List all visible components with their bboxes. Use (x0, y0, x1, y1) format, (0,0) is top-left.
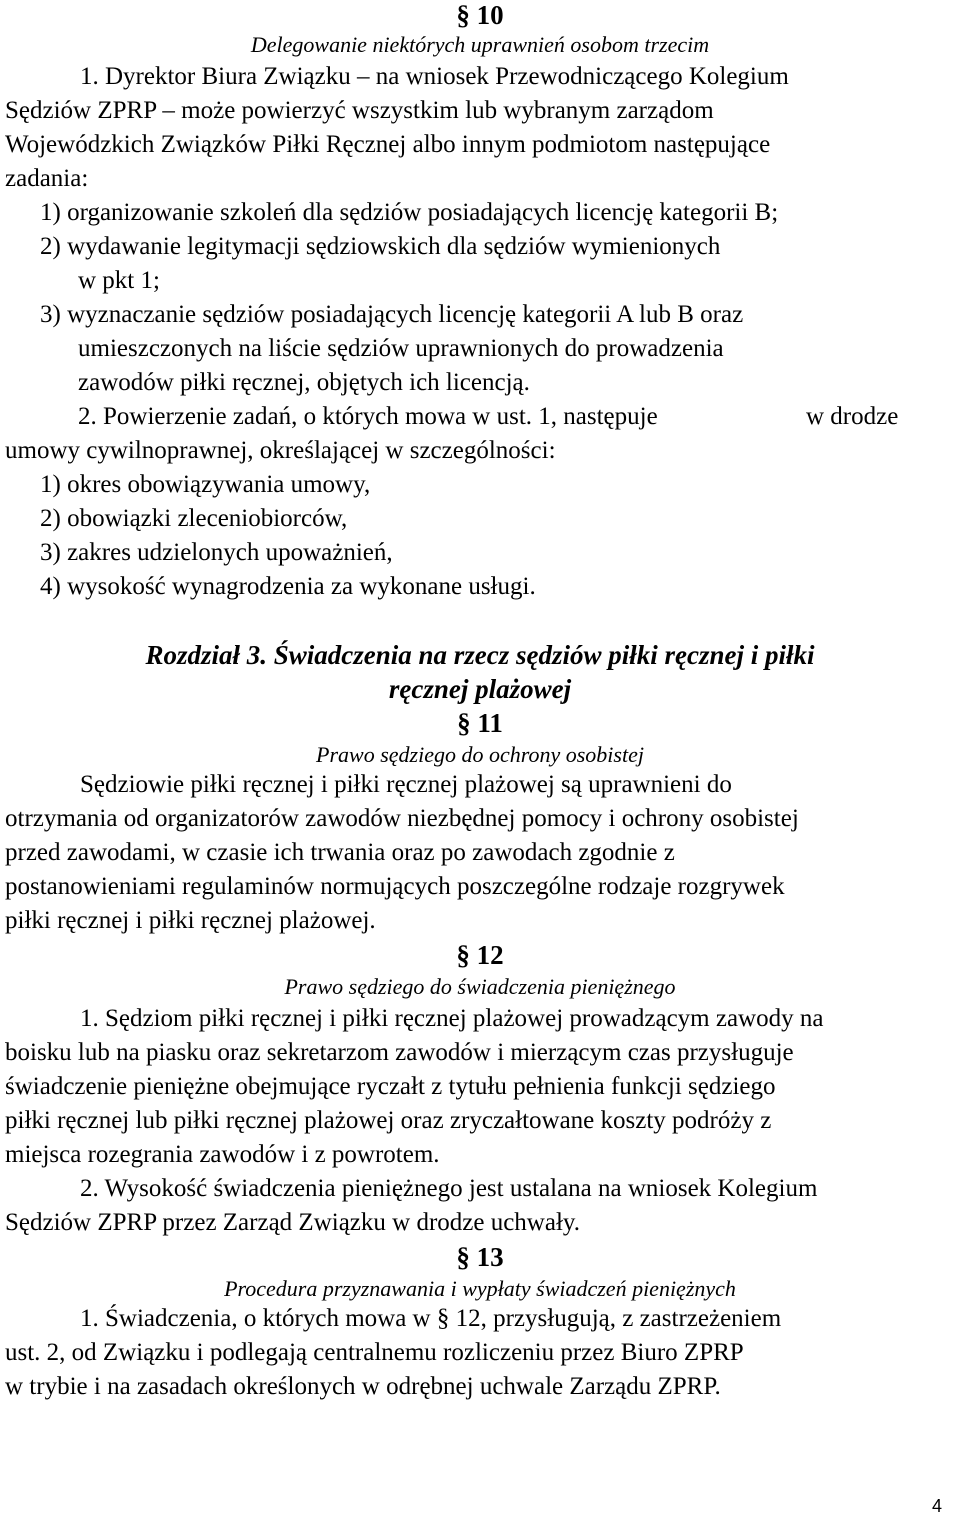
paragraph-line: Sędziowie piłki ręcznej i piłki ręcznej plażowej są uprawnieni do (80, 771, 732, 798)
section-number-10: § 10 (456, 0, 504, 30)
list-item-continuation: w pkt 1; (78, 267, 160, 294)
list-item: 3) wyznaczanie sędziów posiadających licencję kategorii A lub B oraz (40, 301, 744, 328)
list-item: 2) wydawanie legitymacji sędziowskich dla sędziów wymienionych (40, 233, 721, 260)
chapter-title-line2: ręcznej plażowej (388, 674, 572, 704)
paragraph-line: w trybie i na zasadach określonych w odrębnej uchwale Zarządu ZPRP. (5, 1373, 721, 1400)
paragraph-line: postanowieniami regulaminów normujących poszczególne rodzaje rozgrywek (5, 873, 785, 900)
paragraph-line: miejsca rozegrania zawodów i z powrotem. (5, 1141, 440, 1168)
paragraph-line: piłki ręcznej i piłki ręcznej plażowej. (5, 907, 376, 934)
paragraph-line: boisku lub na piasku oraz sekretarzom zawodów i mierzącym czas przysługuje (5, 1039, 794, 1066)
paragraph-line: 1. Dyrektor Biura Związku – na wniosek Przewodniczącego Kolegium (80, 63, 789, 90)
section-title-13: Procedura przyznawania i wypłaty świadczeń pieniężnych (224, 1276, 736, 1301)
paragraph-line: umowy cywilnoprawnej, określającej w szczególności: (5, 437, 556, 464)
paragraph-line: 1. Sędziom piłki ręcznej i piłki ręcznej plażowej prowadzącym zawody na (80, 1005, 824, 1032)
list-item: 1) okres obowiązywania umowy, (40, 471, 371, 498)
paragraph-line: przed zawodami, w czasie ich trwania oraz po zawodach zgodnie z (5, 839, 675, 866)
paragraph-line: ust. 2, od Związku i podlegają centralnemu rozliczeniu przez Biuro ZPRP (5, 1339, 744, 1366)
section-title-12: Prawo sędziego do świadczenia pieniężnego (284, 974, 676, 999)
paragraph-line: zadania: (5, 165, 89, 192)
paragraph-line: 1. Świadczenia, o których mowa w § 12, przysługują, z zastrzeżeniem (80, 1305, 782, 1332)
section-title-10: Delegowanie niektórych uprawnień osobom trzecim (250, 32, 710, 57)
list-item: 2) obowiązki zleceniobiorców, (40, 505, 348, 532)
paragraph-line: Wojewódzkich Związków Piłki Ręcznej albo innym podmiotom następujące (5, 131, 771, 158)
section-number-11: § 11 (457, 708, 503, 738)
list-item: 4) wysokość wynagrodzenia za wykonane usługi. (40, 573, 536, 600)
list-item: 3) zakres udzielonych upoważnień, (40, 539, 393, 566)
list-item: 1) organizowanie szkoleń dla sędziów posiadających licencję kategorii B; (40, 199, 779, 226)
paragraph-line: otrzymania od organizatorów zawodów niezbędnej pomocy i ochrony osobistej (5, 805, 799, 832)
paragraph-line: 2. Wysokość świadczenia pieniężnego jest ustalana na wniosek Kolegium (80, 1175, 818, 1202)
section-number-12: § 12 (456, 940, 504, 970)
page-number: 4 (932, 1496, 943, 1516)
list-item-continuation: zawodów piłki ręcznej, objętych ich licencją. (78, 369, 530, 396)
paragraph-line-end: w drodze (806, 403, 899, 430)
paragraph-line: piłki ręcznej lub piłki ręcznej plażowej oraz zryczałtowane koszty podróży z (5, 1107, 772, 1134)
paragraph-line: 2. Powierzenie zadań, o których mowa w ust. 1, następuje (78, 403, 658, 430)
section-number-13: § 13 (456, 1242, 504, 1272)
paragraph-line: Sędziów ZPRP przez Zarząd Związku w drodze uchwały. (5, 1209, 581, 1236)
paragraph-line: Sędziów ZPRP – może powierzyć wszystkim lub wybranym zarządom (5, 97, 714, 124)
list-item-continuation: umieszczonych na liście sędziów uprawnionych do prowadzenia (78, 335, 724, 362)
section-title-11: Prawo sędziego do ochrony osobistej (316, 742, 644, 767)
chapter-title-line1: Rozdział 3. Świadczenia na rzecz sędziów piłki ręcznej i piłki (145, 640, 815, 670)
paragraph-line: świadczenie pieniężne obejmujące ryczałt z tytułu pełnienia funkcji sędziego (5, 1073, 776, 1100)
